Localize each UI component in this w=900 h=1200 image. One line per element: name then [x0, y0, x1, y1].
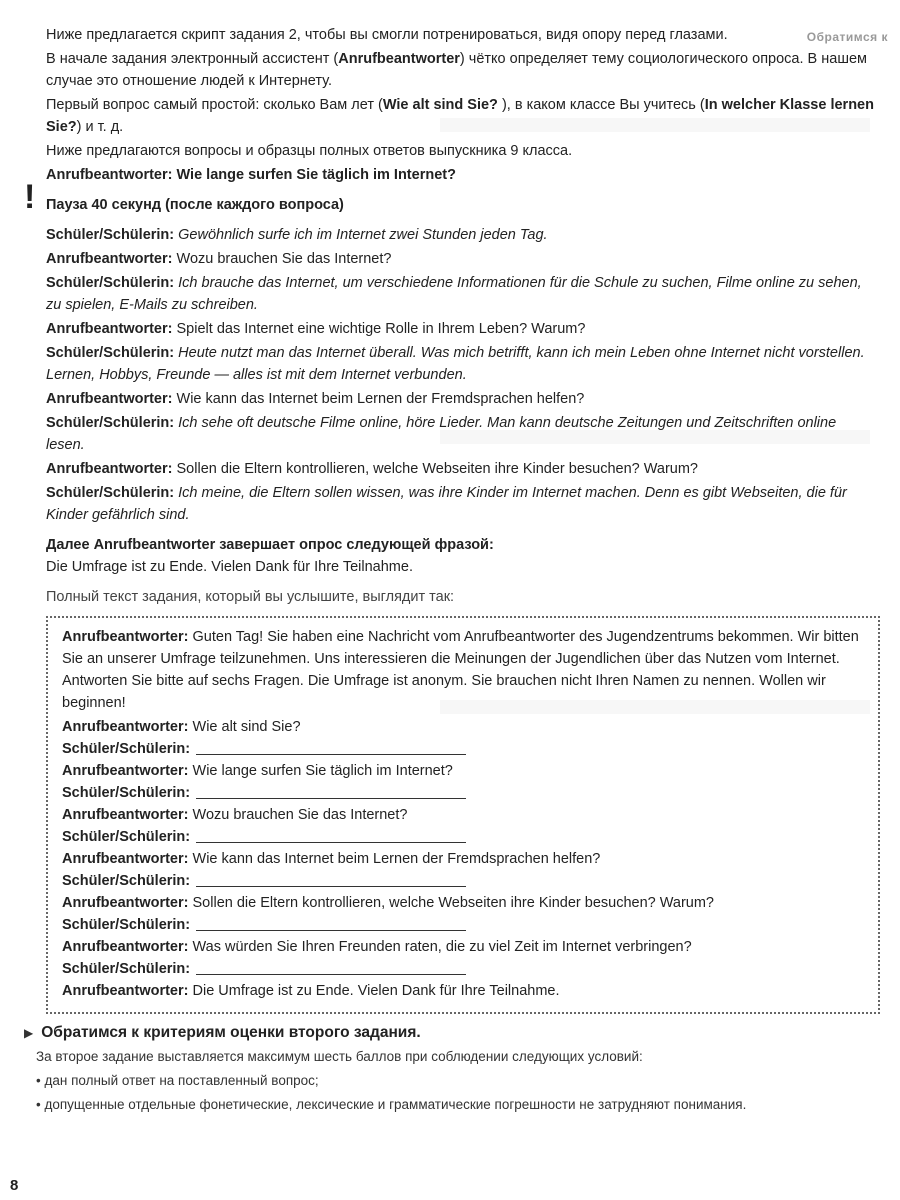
box-final: Anrufbeantworter: Die Umfrage ist zu Ende. Vielen Dank für Ihre Teilnahme. — [62, 983, 560, 999]
page-content — [24, 24, 878, 1116]
dialog-line: Schüler/Schülerin: Heute nutzt man das Internet überall. Was mich betrifft, kann ich mein Leben ohne Internet nicht vorstellen. Lernen, Hobbys, Freunde — alles ist mit dem Internet verbunden. — [46, 345, 865, 383]
box-question: Anrufbeantworter: Was würden Sie Ihren Freunden raten, die zu viel Zeit im Internet verbringen? — [62, 939, 692, 955]
dialog-line: Anrufbeantworter: Wozu brauchen Sie das Internet? — [46, 251, 392, 267]
dialog-line: Schüler/Schülerin: Gewöhnlich surfe ich im Internet zwei Stunden jeden Tag. — [46, 227, 548, 243]
intro-line-1: Ниже предлагается скрипт задания 2, чтобы вы смогли потренироваться, видя опору перед глазами. — [46, 27, 728, 43]
page-number: 8 — [10, 1177, 19, 1194]
box-question: Anrufbeantworter: Wie alt sind Sie? — [62, 719, 301, 735]
bleed-through-text: Обратимся к — [806, 30, 888, 44]
answer-blank[interactable] — [196, 784, 466, 799]
box-answer-line: Schüler/Schülerin: — [62, 782, 868, 804]
exclamation-icon: ! — [24, 178, 36, 216]
closing-heading: Далее Anrufbeantworter завершает опрос следующей фразой: — [46, 537, 494, 553]
box-question: Anrufbeantworter: Sollen die Eltern kontrollieren, welche Webseiten ihre Kinder besuchen? Warum? — [62, 895, 714, 911]
answer-blank[interactable] — [196, 872, 466, 887]
box-answer-line: Schüler/Schülerin: — [62, 870, 868, 892]
criteria-list — [36, 1046, 878, 1116]
criteria-item: • допущенные отдельные фонетические, лексические и грамматические погрешности не затрудняют понимания. — [36, 1097, 747, 1112]
box-answer-line: Schüler/Schülerin: — [62, 738, 868, 760]
box-answer-line: Schüler/Schülerin: — [62, 826, 868, 848]
answer-blank[interactable] — [196, 828, 466, 843]
dialog-line: Anrufbeantworter: Wie kann das Internet beim Lernen der Fremdsprachen helfen? — [46, 391, 585, 407]
box-answer-line: Schüler/Schülerin: — [62, 914, 868, 936]
intro-line-2: В начале задания электронный ассистент (Anrufbeantworter) чётко определяет тему социологического опроса. В нашем случае это отношение людей к Интернету. — [46, 51, 867, 89]
closing-phrase: Die Umfrage ist zu Ende. Vielen Dank für Ihre Teilnahme. — [46, 559, 413, 575]
box-question: Anrufbeantworter: Wie lange surfen Sie täglich im Internet? — [62, 763, 453, 779]
dialog-line: Schüler/Schülerin: Ich sehe oft deutsche Filme online, höre Lieder. Man kann deutsche Zeitungen und Zeitschriften online lesen. — [46, 415, 837, 453]
question-1-line: Anrufbeantworter: Wie lange surfen Sie täglich im Internet? — [46, 167, 456, 183]
intro-line-4: Ниже предлагаются вопросы и образцы полных ответов выпускника 9 класса. — [46, 143, 573, 159]
box-intro: Anrufbeantworter: Guten Tag! Sie haben eine Nachricht vom Anrufbeantworter des Jugendzentrums bekommen. Wir bitten Sie an unserer Umfrage teilzunehmen. Uns interessieren die Meinungen der Jugendlichen über das Nutzen vom Internet. Antworten Sie bitte auf sechs Fragen. Die Umfrage ist anonym. Sie brauchen nicht Ihren Namen zu nennen. Wollen wir beginnen! — [62, 629, 859, 711]
answer-blank[interactable] — [196, 960, 466, 975]
dialog-line: Schüler/Schülerin: Ich meine, die Eltern sollen wissen, was ihre Kinder im Internet machen. Denn es gibt Webseiten, die für Kinder gefährlich sind. — [46, 485, 847, 523]
dialog-line: Anrufbeantworter: Sollen die Eltern kontrollieren, welche Webseiten ihre Kinder besuchen? Warum? — [46, 461, 698, 477]
intro-line-3: Первый вопрос самый простой: сколько Вам лет (Wie alt sind Sie? ), в каком классе Вы учитесь (In welcher Klasse lernen Sie?) и т. д. — [46, 97, 874, 135]
triangle-bullet-icon: ▶ — [24, 1026, 34, 1040]
sample-dialog — [46, 224, 878, 526]
full-script-box — [46, 616, 880, 1014]
dialog-line: Schüler/Schülerin: Ich brauche das Internet, um verschiedene Informationen für die Schule zu suchen, Filme online zu sehen, zu spielen, E-Mails zu schreiben. — [46, 275, 862, 313]
box-answer-line: Schüler/Schülerin: — [62, 958, 868, 980]
box-question: Anrufbeantworter: Wozu brauchen Sie das Internet? — [62, 807, 408, 823]
criteria-intro: За второе задание выставляется максимум шесть баллов при соблюдении следующих условий: — [36, 1049, 643, 1064]
fulltext-intro: Полный текст задания, который вы услышите, выглядит так: — [46, 589, 455, 605]
answer-blank[interactable] — [196, 916, 466, 931]
dialog-line: Anrufbeantworter: Spielt das Internet eine wichtige Rolle in Ihrem Leben? Warum? — [46, 321, 586, 337]
box-question: Anrufbeantworter: Wie kann das Internet beim Lernen der Fremdsprachen helfen? — [62, 851, 601, 867]
answer-blank[interactable] — [196, 740, 466, 755]
criteria-item: • дан полный ответ на поставленный вопрос; — [36, 1073, 319, 1088]
criteria-title: ▶ Обратимся к критериям оценки второго задания. — [46, 1022, 878, 1044]
pause-heading: Пауза 40 секунд (после каждого вопроса) — [46, 197, 344, 213]
